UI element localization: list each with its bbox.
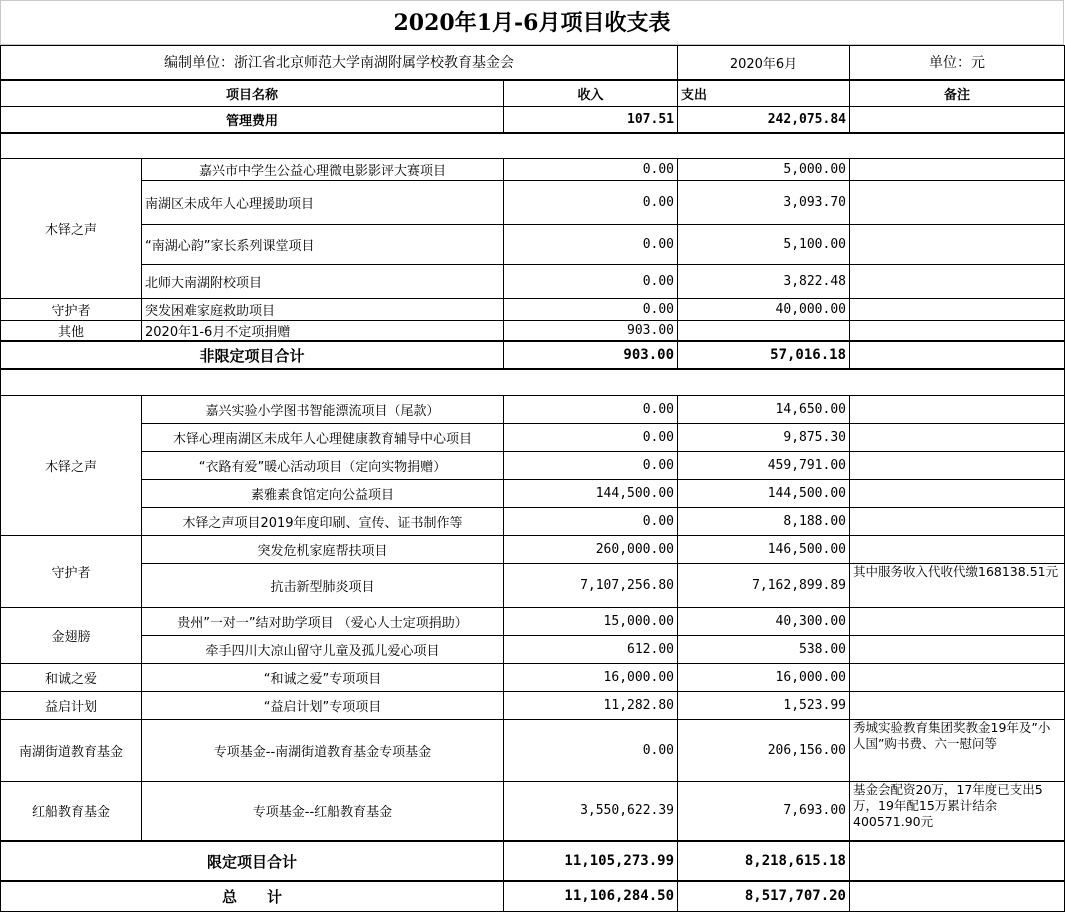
note-value <box>850 159 1065 181</box>
expense-value: 146,500.00 <box>678 535 850 563</box>
group-name: 南湖街道教育基金 <box>1 719 142 781</box>
income-value: 0.00 <box>504 225 678 265</box>
subtotal-label: 限定项目合计 <box>1 841 504 881</box>
note-value <box>850 535 1065 563</box>
header-expense: 支出 <box>678 80 850 107</box>
income-value: 0.00 <box>504 507 678 535</box>
unrestricted-section <box>1 159 1065 370</box>
project-name: 牵手四川大凉山留守儿童及孤儿爱心项目 <box>142 635 504 663</box>
expense-value: 3,093.70 <box>678 181 850 225</box>
project-name: 嘉兴实验小学图书智能漂流项目（尾款） <box>142 395 504 423</box>
income-value: 0.00 <box>504 719 678 781</box>
grand-total-label: 总 计 <box>1 881 504 911</box>
group-name: 金翅膀 <box>1 607 142 663</box>
ledger-table <box>0 45 1065 912</box>
note-value: 秀城实验教育集团奖教金19年及”小人国”购书费、六一慰问等 <box>850 719 1065 781</box>
expense-value <box>678 321 850 342</box>
note-value <box>850 395 1065 423</box>
group-name: 益启计划 <box>1 691 142 719</box>
income-value: 15,000.00 <box>504 607 678 635</box>
note-value <box>850 299 1065 321</box>
spacer-row <box>1 369 1065 395</box>
table-row <box>1 451 1065 479</box>
group-name: 其他 <box>1 321 142 342</box>
subtotal-income: 903.00 <box>504 341 678 369</box>
expense-value: 144,500.00 <box>678 479 850 507</box>
income-value: 612.00 <box>504 635 678 663</box>
project-name: 专项基金--南湖街道教育基金专项基金 <box>142 719 504 781</box>
income-value: 903.00 <box>504 321 678 342</box>
table-row <box>1 181 1065 225</box>
group-name: 守护者 <box>1 299 142 321</box>
project-name: 北师大南湖附校项目 <box>142 265 504 299</box>
table-row <box>1 563 1065 607</box>
expense-value: 1,523.99 <box>678 691 850 719</box>
group-name: 木铎之声 <box>1 395 142 535</box>
income-value: 0.00 <box>504 423 678 451</box>
income-value: 0.00 <box>504 181 678 225</box>
note-value <box>850 507 1065 535</box>
project-name: “衣路有爱”暖心活动项目（定向实物捐赠） <box>142 451 504 479</box>
grand-total-expense: 8,517,707.20 <box>678 881 850 911</box>
note-value <box>850 479 1065 507</box>
note-value <box>850 691 1065 719</box>
table-row <box>1 159 1065 181</box>
admin-note <box>850 107 1065 133</box>
expense-value: 9,875.30 <box>678 423 850 451</box>
subtotal-row <box>1 341 1065 369</box>
report-date: 2020年6月 <box>678 46 850 80</box>
table-row <box>1 535 1065 563</box>
income-value: 144,500.00 <box>504 479 678 507</box>
group-name: 守护者 <box>1 535 142 607</box>
subtotal-expense: 8,218,615.18 <box>678 841 850 881</box>
expense-value: 206,156.00 <box>678 719 850 781</box>
admin-name: 管理费用 <box>1 107 504 133</box>
table-row <box>1 635 1065 663</box>
unit-label: 单位：元 <box>850 46 1065 80</box>
expense-value: 7,162,899.89 <box>678 563 850 607</box>
table-row <box>1 423 1065 451</box>
expense-value: 40,300.00 <box>678 607 850 635</box>
table-row <box>1 781 1065 841</box>
note-value <box>850 265 1065 299</box>
grand-total-note <box>850 881 1065 911</box>
project-name: 突发危机家庭帮扶项目 <box>142 535 504 563</box>
table-row <box>1 299 1065 321</box>
income-value: 16,000.00 <box>504 663 678 691</box>
note-value <box>850 663 1065 691</box>
expense-value: 5,100.00 <box>678 225 850 265</box>
project-name: 突发困难家庭救助项目 <box>142 299 504 321</box>
income-value: 0.00 <box>504 451 678 479</box>
expense-value: 3,822.48 <box>678 265 850 299</box>
project-name: 嘉兴市中学生公益心理微电影影评大赛项目 <box>142 159 504 181</box>
header-note: 备注 <box>850 80 1065 107</box>
project-name: “南湖心韵”家长系列课堂项目 <box>142 225 504 265</box>
table-row <box>1 507 1065 535</box>
subtotal-income: 11,105,273.99 <box>504 841 678 881</box>
table-row <box>1 607 1065 635</box>
note-value <box>850 321 1065 342</box>
project-name: “益启计划”专项项目 <box>142 691 504 719</box>
project-name: 专项基金--红船教育基金 <box>142 781 504 841</box>
income-value: 7,107,256.80 <box>504 563 678 607</box>
table-row <box>1 395 1065 423</box>
project-name: 南湖区未成年人心理援助项目 <box>142 181 504 225</box>
expense-value: 538.00 <box>678 635 850 663</box>
table-row <box>1 663 1065 691</box>
subtotal-note <box>850 341 1065 369</box>
note-value: 其中服务收入代收代缴168138.51元 <box>850 563 1065 607</box>
expense-value: 16,000.00 <box>678 663 850 691</box>
grand-total-row <box>1 881 1065 911</box>
note-value <box>850 451 1065 479</box>
project-name: 2020年1-6月不定项捐赠 <box>142 321 504 342</box>
income-value: 11,282.80 <box>504 691 678 719</box>
note-value <box>850 225 1065 265</box>
note-value: 基金会配资20万，17年度已支出5万，19年配15万累计结余400571.90元 <box>850 781 1065 841</box>
table-row <box>1 719 1065 781</box>
group-name: 红船教育基金 <box>1 781 142 841</box>
group-name: 和诚之爱 <box>1 663 142 691</box>
expense-value: 40,000.00 <box>678 299 850 321</box>
org-label: 编制单位：浙江省北京师范大学南湖附属学校教育基金会 <box>1 46 678 80</box>
table-row <box>1 321 1065 342</box>
expense-value: 7,693.00 <box>678 781 850 841</box>
project-name: “和诚之爱”专项项目 <box>142 663 504 691</box>
header-income: 收入 <box>504 80 678 107</box>
table-row <box>1 225 1065 265</box>
expense-value: 5,000.00 <box>678 159 850 181</box>
income-value: 0.00 <box>504 299 678 321</box>
subtotal-note <box>850 841 1065 881</box>
income-value: 3,550,622.39 <box>504 781 678 841</box>
note-value <box>850 635 1065 663</box>
table-row <box>1 691 1065 719</box>
admin-income: 107.51 <box>504 107 678 133</box>
income-value: 0.00 <box>504 395 678 423</box>
restricted-section <box>1 395 1065 881</box>
header-name: 项目名称 <box>1 80 504 107</box>
spacer-row <box>1 133 1065 159</box>
income-value: 260,000.00 <box>504 535 678 563</box>
expense-value: 8,188.00 <box>678 507 850 535</box>
subtotal-label: 非限定项目合计 <box>1 341 504 369</box>
table-row <box>1 265 1065 299</box>
group-name: 木铎之声 <box>1 159 142 299</box>
expense-value: 459,791.00 <box>678 451 850 479</box>
project-name: 抗击新型肺炎项目 <box>142 563 504 607</box>
expense-value: 14,650.00 <box>678 395 850 423</box>
project-name: 素雅素食馆定向公益项目 <box>142 479 504 507</box>
page-title: 2020年1月-6月项目收支表 <box>0 0 1064 45</box>
table-row <box>1 479 1065 507</box>
admin-expense: 242,075.84 <box>678 107 850 133</box>
project-name: 木铎心理南湖区未成年人心理健康教育辅导中心项目 <box>142 423 504 451</box>
note-value <box>850 607 1065 635</box>
income-value: 0.00 <box>504 159 678 181</box>
income-value: 0.00 <box>504 265 678 299</box>
grand-total-income: 11,106,284.50 <box>504 881 678 911</box>
note-value <box>850 181 1065 225</box>
project-name: 贵州”一对一”结对助学项目 （爱心人士定项捐助） <box>142 607 504 635</box>
note-value <box>850 423 1065 451</box>
subtotal-row <box>1 841 1065 881</box>
project-name: 木铎之声项目2019年度印刷、宣传、证书制作等 <box>142 507 504 535</box>
subtotal-expense: 57,016.18 <box>678 341 850 369</box>
